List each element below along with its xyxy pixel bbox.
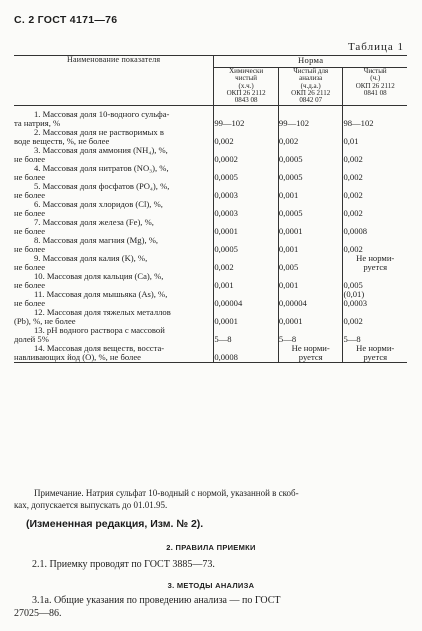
indicator-line: не более <box>14 189 46 200</box>
norm-value-3 <box>343 146 407 164</box>
norm-value-3 <box>343 236 407 254</box>
value-line: 0,002 <box>343 189 363 200</box>
grade-line: ОКП 26 2112 <box>291 89 331 98</box>
indicator-line: не более <box>14 225 46 236</box>
value-line: 0,0001 <box>278 225 303 236</box>
norm-value-2 <box>278 200 343 218</box>
indicator-line: 13. pH водного раствора с массовой <box>34 325 165 336</box>
indicator-line: не более <box>14 153 46 164</box>
value-line: 5—8 <box>278 334 297 345</box>
indicator-name <box>14 182 214 200</box>
norm-value-1 <box>214 200 279 218</box>
indicator-name <box>14 146 214 164</box>
norm-value-1 <box>214 128 279 146</box>
norm-value-3 <box>343 272 407 290</box>
norm-value-1 <box>214 254 279 272</box>
para-2-1: 2.1. Приемку проводят по ГОСТ 3885—73. <box>32 559 215 570</box>
indicator-line: 6. Массовая доля хлоридов (Cl), %, <box>34 198 163 209</box>
norm-value-3 <box>343 344 407 363</box>
indicator-line: 4. Массовая доля нитратов (NO₃), %, <box>34 162 169 173</box>
indicator-name <box>14 128 214 146</box>
indicator-line: не более <box>14 207 46 218</box>
norm-value-1 <box>214 236 279 254</box>
norm-value-3 <box>343 164 407 182</box>
table-row <box>14 290 407 308</box>
norm-value-3 <box>343 218 407 236</box>
page-header: С. 2 ГОСТ 4171—76 <box>14 14 118 26</box>
grade-line: анализа <box>299 74 323 83</box>
indicator-line: долей 5% <box>14 334 49 345</box>
para-3-1a-line1: 3.1а. Общие указания по проведению анализа — по ГОСТ <box>32 595 281 606</box>
value-line: 0,0008 <box>343 225 368 236</box>
table-row <box>14 146 407 164</box>
grade-line: (х.ч.) <box>238 81 254 90</box>
indicator-line: навливающих йод (O), %, не более <box>14 352 141 363</box>
norm-value-3 <box>343 308 407 326</box>
grade-header-2 <box>278 68 343 106</box>
indicator-line: (Pb), %, не более <box>14 316 76 327</box>
indicator-name <box>14 308 214 326</box>
table-note <box>14 487 407 511</box>
indicator-name <box>14 272 214 290</box>
value-line: 5—8 <box>343 334 361 345</box>
value-line: 99—102 <box>214 117 245 128</box>
edition-note: (Измененная редакция, Изм. № 2). <box>26 518 204 530</box>
value-line: руется <box>298 352 323 363</box>
value-line: 0,00004 <box>214 298 243 309</box>
value-line: 98—102 <box>343 117 374 128</box>
table-row <box>14 182 407 200</box>
norms-table <box>14 55 407 363</box>
indicator-line: 14. Массовая доля веществ, восста- <box>34 343 165 354</box>
norm-value-3 <box>343 290 407 308</box>
norm-value-2 <box>278 308 343 326</box>
section-3-title: 3. МЕТОДЫ АНАЛИЗА <box>167 581 255 590</box>
value-line: 0,0002 <box>214 153 238 164</box>
indicator-name <box>14 164 214 182</box>
value-line: 0,0001 <box>214 225 238 236</box>
norm-value-2 <box>278 218 343 236</box>
table-row <box>14 128 407 146</box>
grade-line: 0841 08 <box>363 89 387 98</box>
value-line: 0,002 <box>343 243 363 254</box>
indicator-name <box>14 218 214 236</box>
note-line-2: ках, допускается выпускать до 01.01.95. <box>14 500 168 511</box>
value-line: 0,0001 <box>278 316 303 327</box>
norm-value-1 <box>214 290 279 308</box>
table-row <box>14 308 407 326</box>
norm-value-3 <box>343 254 407 272</box>
value-line: 0,0001 <box>214 316 238 327</box>
indicator-line: 2. Массовая доля не растворимых в <box>34 126 164 137</box>
norm-value-3 <box>343 182 407 200</box>
indicator-line: 12. Массовая доля тяжелых металлов <box>34 307 171 318</box>
section-2-para <box>14 558 407 571</box>
norm-value-2 <box>278 326 343 344</box>
value-line: 0,005 <box>278 261 299 272</box>
norm-value-2 <box>278 164 343 182</box>
indicator-line: 8. Массовая доля магния (Mg), %, <box>34 234 159 245</box>
value-line: 0,001 <box>278 243 299 254</box>
table-row <box>14 254 407 272</box>
indicator-line: не более <box>14 261 46 272</box>
value-line: 0,002 <box>343 171 363 182</box>
value-line: 0,005 <box>343 280 363 291</box>
value-line: 0,0003 <box>214 189 238 200</box>
section-2-title: 2. ПРАВИЛА ПРИЕМКИ <box>166 543 256 552</box>
grade-line: Чистый для <box>293 67 329 75</box>
norm-value-1 <box>214 218 279 236</box>
value-line: 0,002 <box>214 135 234 146</box>
indicator-line: воде веществ, %, не более <box>14 135 110 146</box>
value-line: 0,0005 <box>278 171 303 182</box>
grade-line: 0843 08 <box>234 96 258 105</box>
value-line: 0,0008 <box>214 352 238 363</box>
value-line: Не норми- <box>291 343 330 354</box>
value-line: 0,002 <box>343 207 363 218</box>
value-line: 0,001 <box>278 189 299 200</box>
value-line: 0,002 <box>343 153 363 164</box>
indicator-name <box>14 290 214 308</box>
grade-line: ОКП 26 2112 <box>226 89 266 98</box>
value-line: 0,0005 <box>214 243 238 254</box>
indicator-name <box>14 344 214 363</box>
value-line: 0,002 <box>343 316 363 327</box>
grade-line: Химически <box>229 67 264 75</box>
norm-value-2 <box>278 236 343 254</box>
norm-value-1 <box>214 344 279 363</box>
indicator-line: не более <box>14 171 46 182</box>
grade-line: (ч.д.а.) <box>300 81 321 90</box>
value-line: 0,0005 <box>278 153 303 164</box>
norm-value-3 <box>343 128 407 146</box>
grade-header-1 <box>214 68 279 106</box>
value-line: 0,0005 <box>214 171 238 182</box>
indicator-line: 7. Массовая доля железа (Fe), %, <box>34 216 154 227</box>
grade-line: чистый <box>235 74 258 83</box>
indicator-line: 5. Массовая доля фосфатов (PO₄), %, <box>34 180 170 191</box>
norm-value-2 <box>278 272 343 290</box>
norm-value-2 <box>278 110 343 128</box>
norm-value-2 <box>278 182 343 200</box>
indicator-line: не более <box>14 298 46 309</box>
indicator-line: та натрия, % <box>14 117 61 128</box>
value-line: Не норми- <box>356 252 395 263</box>
indicator-name <box>14 236 214 254</box>
table-body <box>14 105 407 362</box>
norm-value-1 <box>214 164 279 182</box>
value-line: (0,01) <box>343 289 365 300</box>
grade-line: Чистый <box>363 67 387 75</box>
table-row <box>14 110 407 128</box>
norm-value-2 <box>278 146 343 164</box>
indicator-name <box>14 200 214 218</box>
table-row <box>14 164 407 182</box>
table-row <box>14 326 407 344</box>
value-line: 0,0005 <box>278 207 303 218</box>
indicator-line: 9. Массовая доля калия (K), %, <box>34 252 148 263</box>
value-line: 0,0003 <box>343 298 368 309</box>
table-caption: Таблица 1 <box>347 41 404 53</box>
grade-line: (ч.) <box>370 74 381 83</box>
indicator-name <box>14 110 214 128</box>
value-line: руется <box>363 261 388 272</box>
note-line-1: Примечание. Натрия сульфат 10-водный с нормой, указанной в скоб- <box>34 488 299 498</box>
grade-line: ОКП 26 2112 <box>355 81 395 90</box>
value-line: 0,01 <box>343 135 359 146</box>
norm-value-2 <box>278 290 343 308</box>
grade-line: 0842 07 <box>299 96 323 105</box>
col-header-indicator: Наименование показателя <box>14 56 214 106</box>
table-row <box>14 236 407 254</box>
norm-value-2 <box>278 128 343 146</box>
norm-value-1 <box>214 326 279 344</box>
indicator-name <box>14 254 214 272</box>
value-line: 0,00004 <box>278 298 307 309</box>
norm-value-1 <box>214 308 279 326</box>
value-line: 0,0003 <box>214 207 238 218</box>
value-line: руется <box>363 352 388 363</box>
norm-value-3 <box>343 326 407 344</box>
indicator-line: 11. Массовая доля мышьяка (As), %, <box>34 289 168 300</box>
indicator-line: 1. Массовая доля 10-водного сульфа- <box>34 108 170 119</box>
value-line: 0,002 <box>214 261 234 272</box>
norm-value-3 <box>343 200 407 218</box>
norm-value-3 <box>343 110 407 128</box>
indicator-name <box>14 326 214 344</box>
norm-value-1 <box>214 110 279 128</box>
value-line: 0,001 <box>278 280 299 291</box>
norm-value-2 <box>278 344 343 363</box>
norm-value-2 <box>278 254 343 272</box>
value-line: 5—8 <box>214 334 232 345</box>
value-line: Не норми- <box>356 343 395 354</box>
col-header-norm: Норма <box>214 56 407 68</box>
indicator-line: 10. Массовая доля кальция (Ca), %, <box>34 271 164 281</box>
value-line: 0,002 <box>278 135 299 146</box>
table-row <box>14 272 407 290</box>
value-line: 99—102 <box>278 117 309 128</box>
table-row <box>14 200 407 218</box>
grade-header-3 <box>343 68 407 106</box>
section-3-para <box>14 594 407 621</box>
norm-value-1 <box>214 272 279 290</box>
table-row <box>14 344 407 363</box>
norm-value-1 <box>214 146 279 164</box>
value-line: 0,001 <box>214 280 234 291</box>
indicator-line: 3. Массовая доля аммония (NH₄), %, <box>34 144 168 155</box>
para-3-1a-line2: 27025—86. <box>14 608 62 620</box>
table-row <box>14 218 407 236</box>
norm-value-1 <box>214 182 279 200</box>
indicator-line: не более <box>14 243 46 254</box>
indicator-line: не более <box>14 280 46 291</box>
